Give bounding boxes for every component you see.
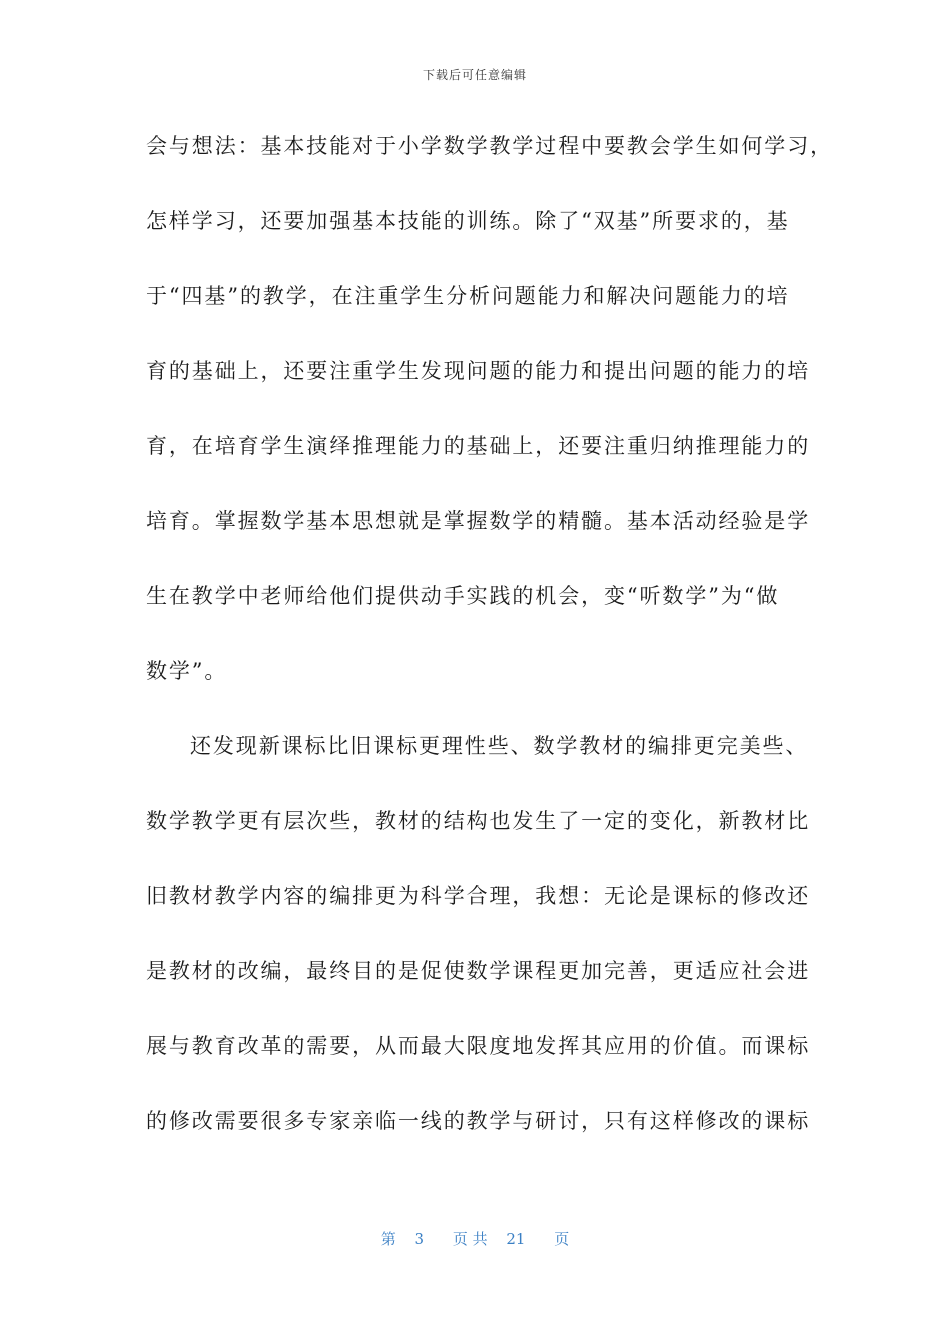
text-line: 数学教学更有层次些，教材的结构也发生了一定的变化，新教材比 xyxy=(146,809,811,833)
text-line: 旧教材教学内容的编排更为科学合理，我想：无论是课标的修改还 xyxy=(146,884,811,908)
footer-suffix: 页 xyxy=(554,1230,570,1248)
text-line: 育，在培育学生演绎推理能力的基础上，还要注重归纳推理能力的 xyxy=(146,434,811,458)
text-line: 的修改需要很多专家亲临一线的教学与研讨，只有这样修改的课标 xyxy=(146,1109,811,1133)
paragraph-start-line: 还发现新课标比旧课标更理性些、数学教材的编排更完美些、 xyxy=(190,734,809,758)
total-page-count: 21 xyxy=(506,1230,526,1248)
text-line: 是教材的改编，最终目的是促使数学课程更加完善，更适应社会进 xyxy=(146,959,811,983)
footer-prefix: 第 xyxy=(380,1230,396,1248)
text-line: 会与想法：基本技能对于小学数学教学过程中要教会学生如何学习， xyxy=(146,134,833,158)
page-header: 下载后可任意编辑 xyxy=(422,68,527,82)
text-line: 展与教育改革的需要，从而最大限度地发挥其应用的价值。而课标 xyxy=(146,1034,811,1058)
text-line: 培育。掌握数学基本思想就是掌握数学的精髓。基本活动经验是学 xyxy=(146,509,811,533)
current-page-number: 3 xyxy=(414,1230,425,1248)
text-line: 怎样学习，还要加强基本技能的训练。除了“双基”所要求的，基 xyxy=(146,209,790,233)
document-body xyxy=(146,120,833,1170)
text-line: 于“四基”的教学，在注重学生分析问题能力和解决问题能力的培 xyxy=(146,284,790,308)
page-footer xyxy=(0,1228,950,1249)
text-line: 数学”。 xyxy=(146,659,228,683)
text-line: 生在教学中老师给他们提供动手实践的机会，变“听数学”为“做 xyxy=(146,584,780,608)
footer-middle: 页 共 xyxy=(452,1230,488,1248)
text-line: 育的基础上，还要注重学生发现问题的能力和提出问题的能力的培 xyxy=(146,359,811,383)
